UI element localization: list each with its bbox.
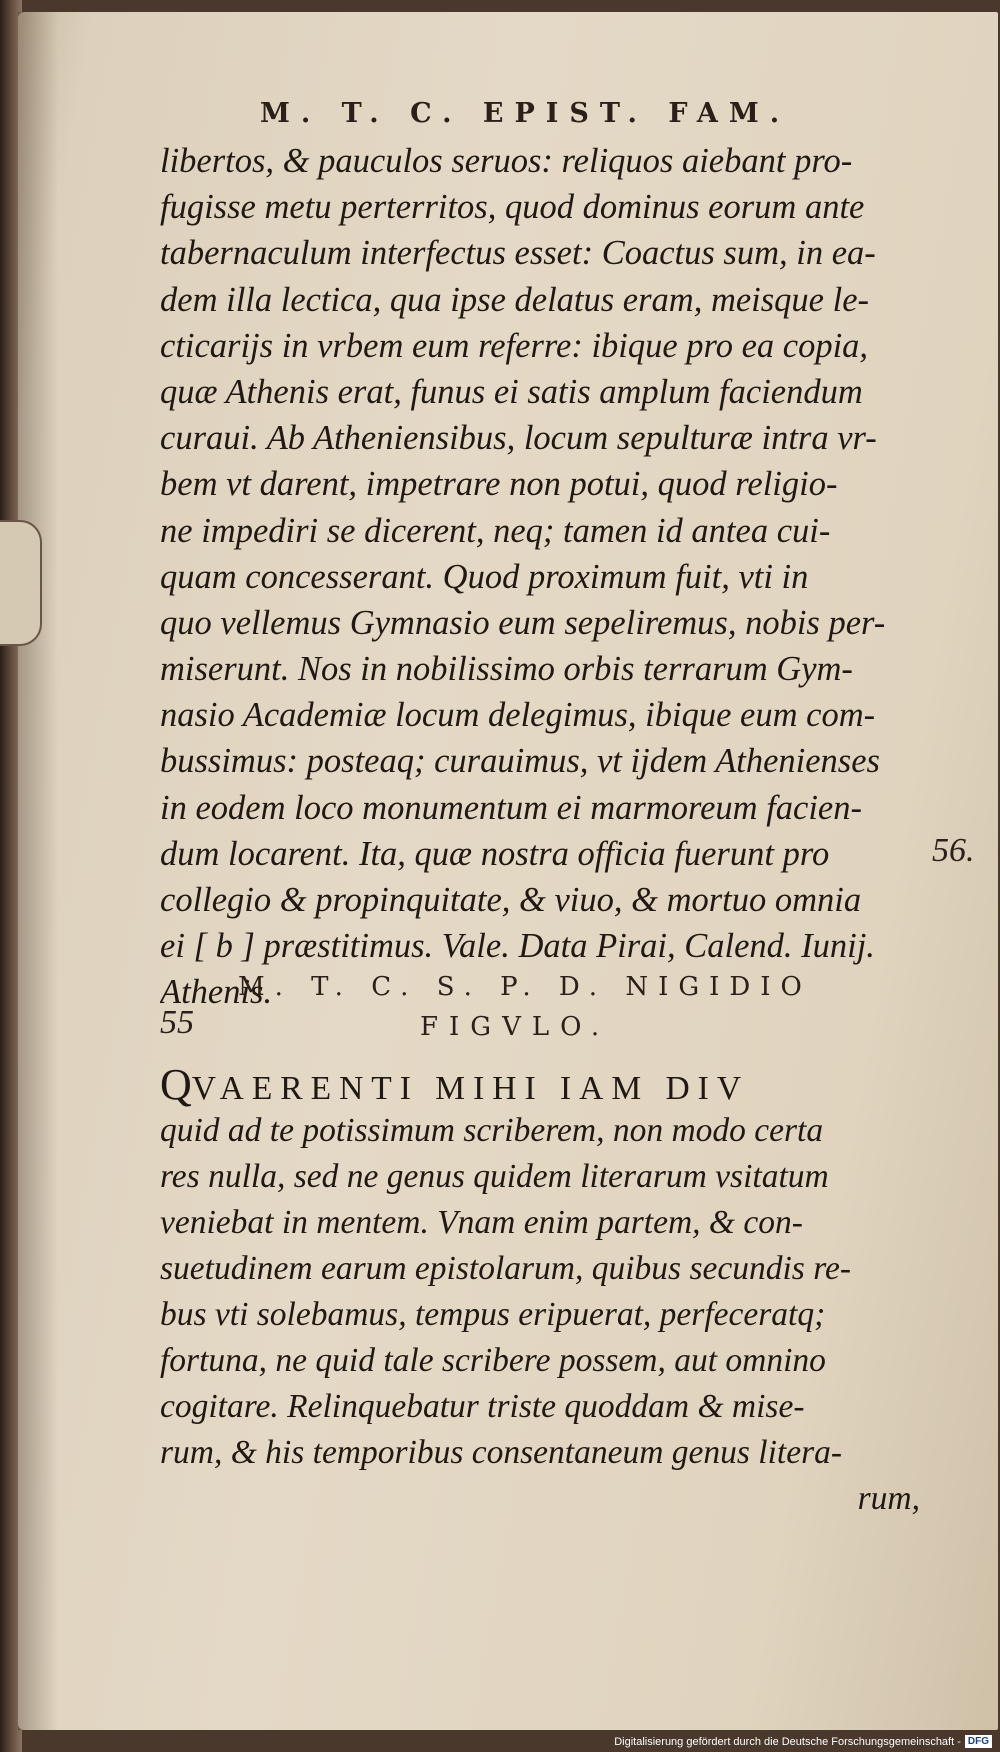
text-line: nasio Academiæ locum delegimus, ibique eum com- (160, 696, 876, 735)
drop-cap: Q (160, 1062, 192, 1108)
text-line: quam concesserant. Quod proximum fuit, vti in (160, 557, 809, 596)
text-line: collegio & propinquitate, & viuo, & mortuo omnia (160, 881, 862, 919)
text-line: ei [ b ] præstitimus. Vale. Data Pirai, Calend. Iunij. (160, 927, 875, 966)
incipit-text: VAERENTI MIHI IAM DIV (191, 1070, 750, 1107)
text-line: Athenis. (160, 973, 273, 1012)
text-line: rum, & his temporibus consentaneum genus litera- (160, 1434, 843, 1471)
text-line: suetudinem earum epistolarum, quibus secundis re- (160, 1250, 852, 1287)
dfg-logo: DFG (965, 1735, 992, 1748)
page-tab-notch (0, 520, 42, 646)
text-line: cticarijs in vrbem eum referre: ibique pro ea copia, (160, 326, 869, 365)
text-line: quid ad te potissimum scriberem, non modo certa (160, 1112, 824, 1149)
salutation-heading-recipient: FIGVLO. (420, 1012, 611, 1042)
text-line: dem illa lectica, qua ipse delatus eram, meisque le- (160, 280, 870, 319)
text-line: in eodem loco monumentum ei marmoreum facien- (160, 788, 862, 827)
letter-55-text (160, 1062, 920, 1522)
text-line: bus vti solebamus, tempus eripuerat, perfeceratq; (160, 1296, 826, 1333)
text-line: bem vt darent, impetrare non potui, quod religio- (160, 465, 838, 504)
margin-number-right: 56. (932, 832, 975, 869)
text-line: fugisse metu perterritos, quod dominus eorum ante (160, 188, 865, 227)
catchword: rum, (857, 1480, 920, 1517)
text-line: miserunt. Nos in nobilissimo orbis terrarum Gym- (160, 650, 853, 689)
running-head: M. T. C. EPIST. FAM. (260, 98, 791, 129)
incipit-line (160, 1062, 920, 1108)
text-line: veniebat in mentem. Vnam enim partem, & con- (160, 1204, 803, 1241)
text-line: bussimus: posteaq; curauimus, vt ijdem Athenienses (160, 742, 880, 781)
credit-text: Digitalisierung gefördert durch die Deutsche Forschungsgemeinschaft - (614, 1735, 961, 1748)
digitization-credit (560, 1733, 992, 1750)
text-line: tabernaculum interfectus esset: Coactus sum, in ea- (160, 234, 876, 273)
salutation-heading: M. T. C. S. P. D. NIGIDIO (238, 972, 812, 1002)
text-line: ne impediri se dicerent, neq; tamen id antea cui- (160, 511, 831, 550)
text-line: dum locarent. Ita, quæ nostra officia fuerunt pro (160, 834, 830, 873)
letter-54-text (160, 138, 920, 1016)
text-line: fortuna, ne quid tale scribere possem, aut omnino (160, 1342, 826, 1379)
text-line: res nulla, sed ne genus quidem literarum vsitatum (160, 1158, 829, 1195)
margin-number-left: 55 (160, 1004, 194, 1041)
text-line: curaui. Ab Atheniensibus, locum sepulturæ intra vr- (160, 419, 877, 458)
text-line: libertos, & pauculos seruos: reliquos aiebant pro- (160, 142, 853, 180)
text-line: cogitare. Relinquebatur triste quoddam & mise- (160, 1388, 805, 1425)
text-line: quæ Athenis erat, funus ei satis amplum faciendum (160, 372, 863, 411)
text-line: quo vellemus Gymnasio eum sepeliremus, nobis per- (160, 603, 886, 642)
